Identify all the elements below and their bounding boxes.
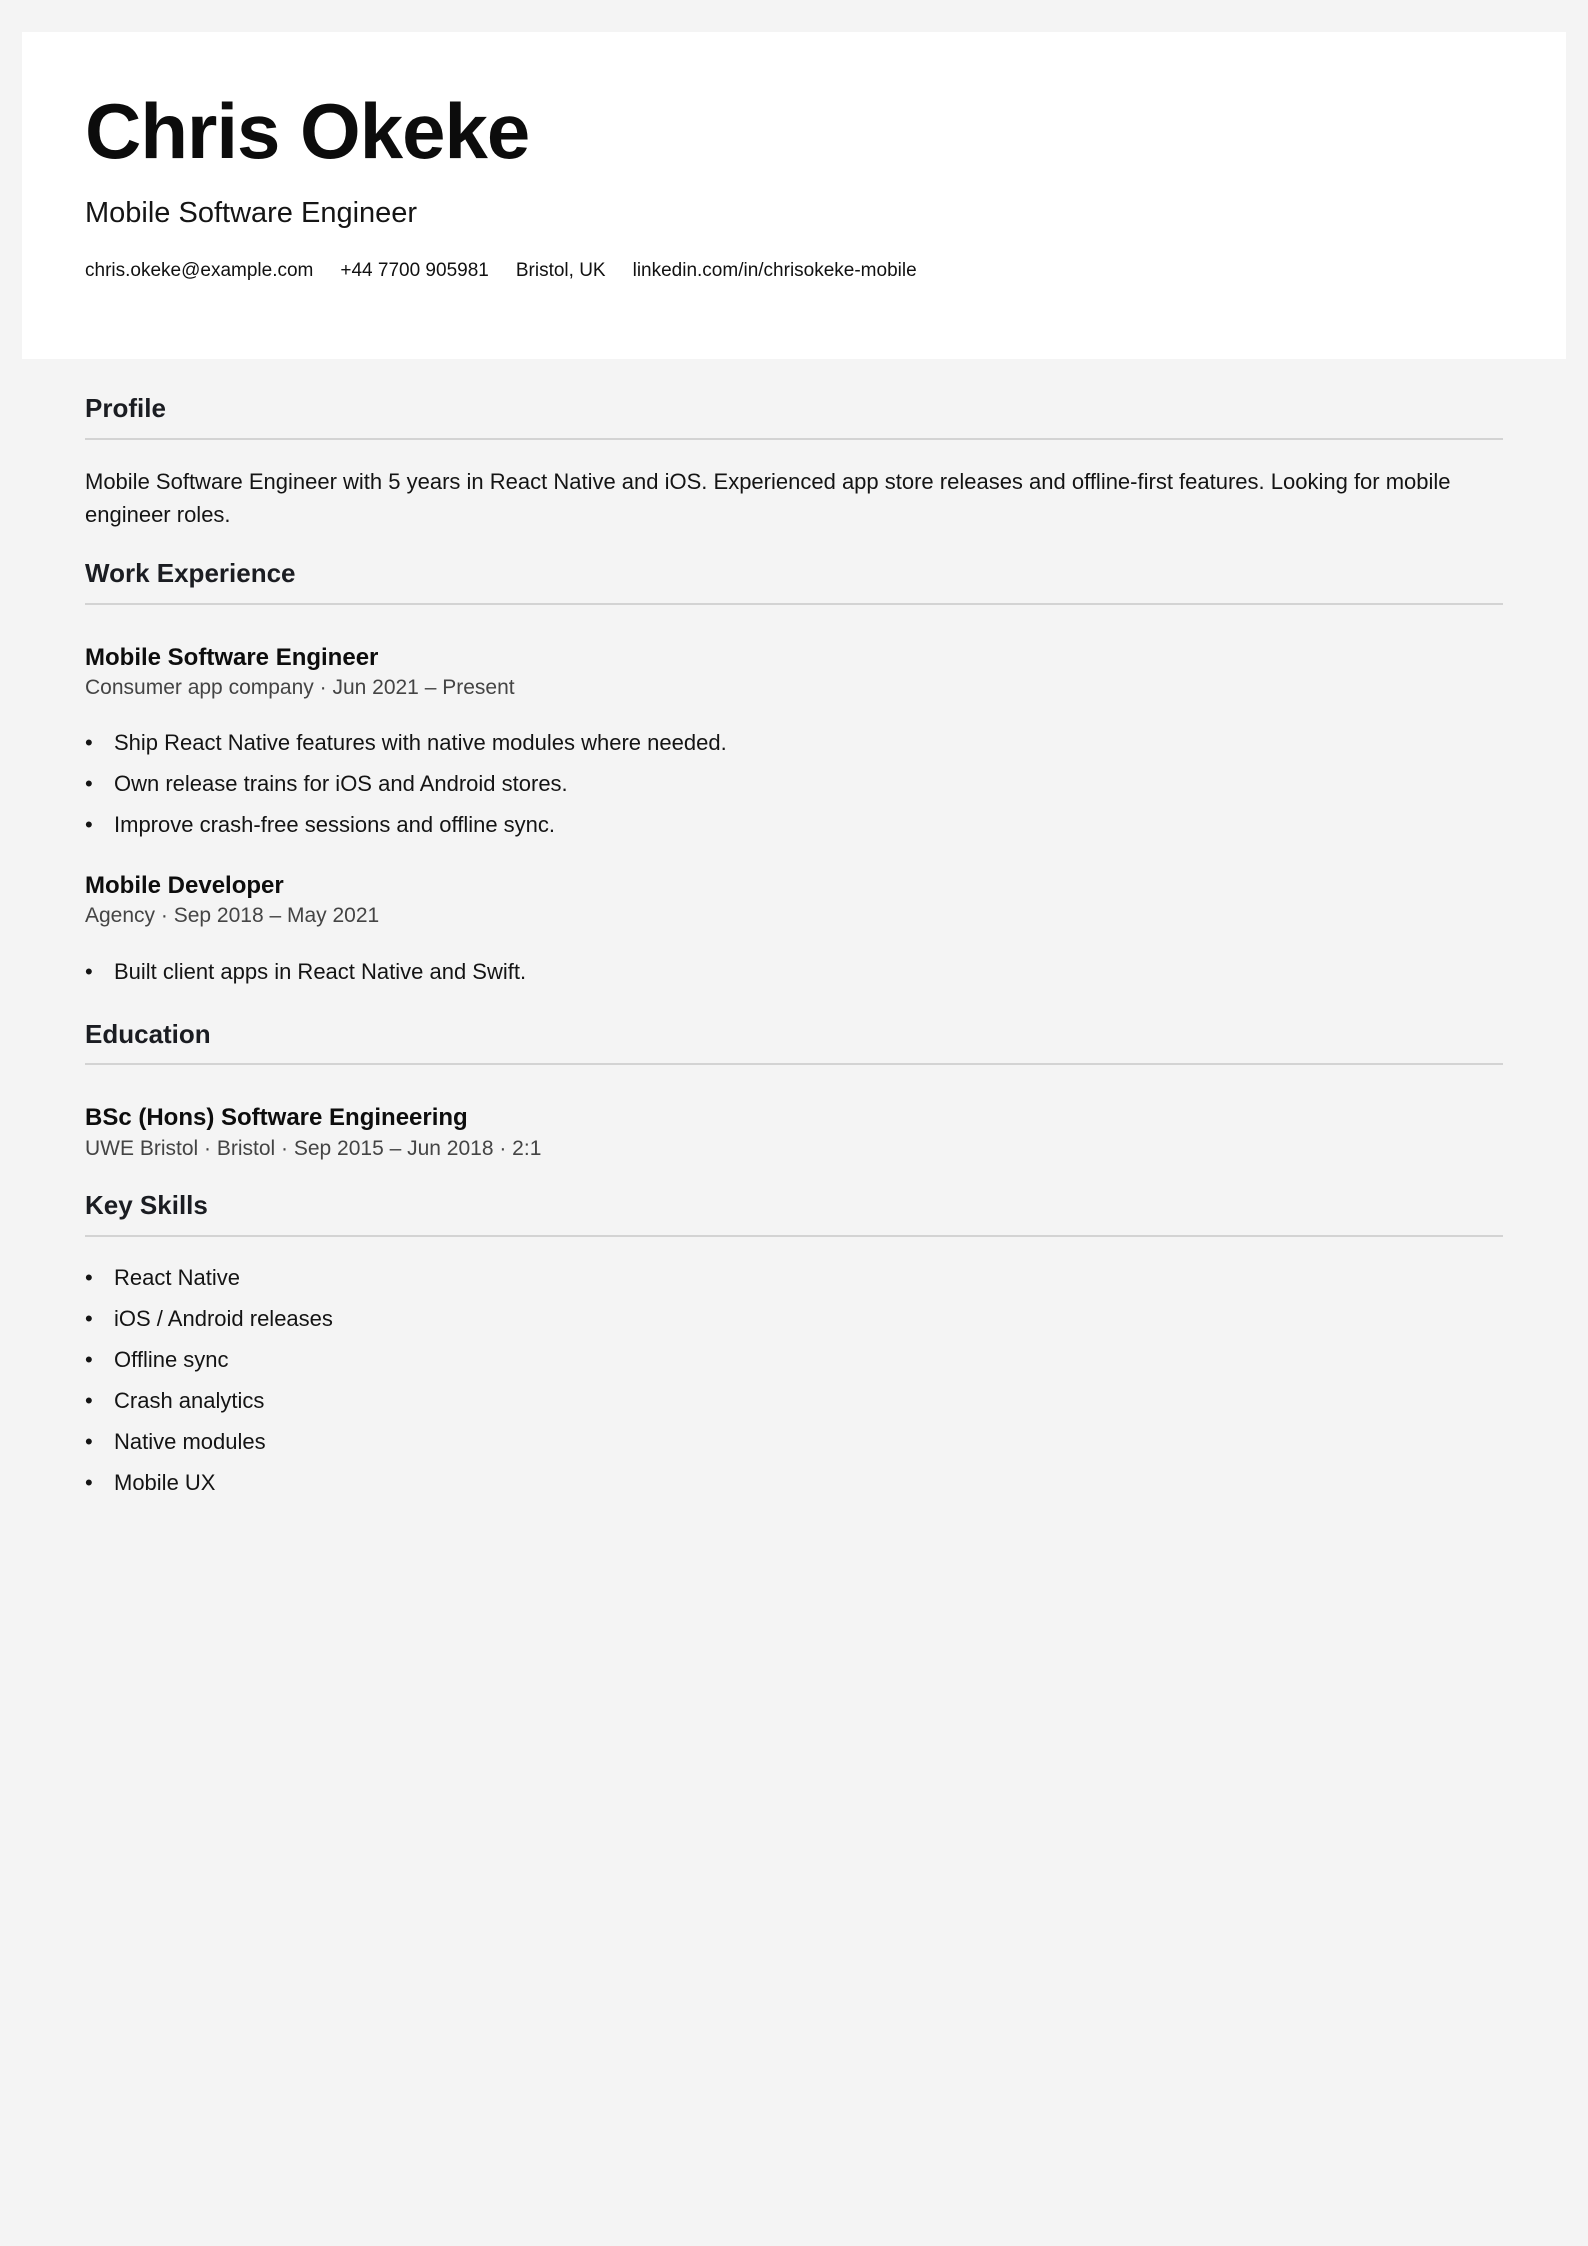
job-meta: Agency · Sep 2018 – May 2021 (85, 904, 380, 928)
bullet-icon: • (85, 1387, 93, 1413)
job-entry (85, 870, 1503, 992)
contact-linkedin[interactable]: linkedin.com/in/chrisokeke-mobile (632, 260, 917, 281)
skill-item (85, 1257, 1503, 1298)
skill-text: Mobile UX (114, 1469, 216, 1495)
job-bullet-text: Own release trains for iOS and Android stores. (114, 771, 568, 797)
education-entry (85, 1102, 1503, 1163)
job-bullet (85, 722, 1503, 763)
resume-header (22, 32, 1566, 359)
section-divider (85, 1235, 1503, 1237)
bullet-icon: • (85, 1428, 93, 1454)
skills-list (85, 1257, 1503, 1503)
bullet-icon: • (85, 1264, 93, 1290)
skill-text: Native modules (114, 1428, 266, 1454)
section-divider (85, 603, 1503, 605)
job-bullet (85, 951, 1503, 992)
section-divider (85, 438, 1503, 440)
experience-section-title: Work Experience (85, 557, 296, 588)
contact-row (85, 260, 917, 283)
education-degree: BSc (Hons) Software Engineering (85, 1104, 468, 1132)
skill-item (85, 1380, 1503, 1421)
candidate-name: Chris Okeke (85, 87, 530, 175)
bullet-icon: • (85, 730, 93, 756)
job-role: Mobile Developer (85, 872, 284, 900)
job-bullet (85, 804, 1503, 845)
bullet-icon: • (85, 958, 93, 984)
skill-text: Offline sync (114, 1346, 229, 1372)
section-divider (85, 1063, 1503, 1065)
job-bullet-text: Improve crash-free sessions and offline sync. (114, 812, 556, 838)
skill-text: iOS / Android releases (114, 1305, 333, 1331)
job-bullet (85, 763, 1503, 804)
contact-location: Bristol, UK (515, 260, 606, 281)
skill-item (85, 1339, 1503, 1380)
resume-body (85, 392, 1503, 1503)
skill-item (85, 1298, 1503, 1339)
job-meta: Consumer app company · Jun 2021 – Present (85, 675, 515, 699)
profile-section (85, 392, 1503, 531)
bullet-icon: • (85, 771, 93, 797)
job-bullets (85, 951, 1503, 992)
candidate-headline: Mobile Software Engineer (85, 197, 418, 229)
contact-email[interactable]: chris.okeke@example.com (85, 260, 314, 281)
skills-section (85, 1189, 1503, 1503)
bullet-icon: • (85, 1346, 93, 1372)
education-section-title: Education (85, 1018, 211, 1049)
skill-item (85, 1462, 1503, 1503)
education-meta: UWE Bristol · Bristol · Sep 2015 – Jun 2018 · 2:1 (85, 1136, 542, 1160)
skill-text: React Native (114, 1264, 240, 1290)
job-role: Mobile Software Engineer (85, 643, 379, 671)
job-entry (85, 642, 1503, 846)
bullet-icon: • (85, 1305, 93, 1331)
experience-section (85, 557, 1503, 992)
skills-section-title: Key Skills (85, 1189, 208, 1220)
skill-item (85, 1421, 1503, 1462)
contact-phone[interactable]: +44 7700 905981 (340, 260, 489, 281)
job-bullet-text: Built client apps in React Native and Swift. (114, 958, 527, 984)
job-bullet-text: Ship React Native features with native modules where needed. (114, 730, 727, 756)
bullet-icon: • (85, 1469, 93, 1495)
profile-summary: Mobile Software Engineer with 5 years in React Native and iOS. Experienced app store releases and offline-first features. Looking for mobile engineer roles. (85, 468, 1451, 527)
education-section (85, 1018, 1503, 1163)
skill-text: Crash analytics (114, 1387, 265, 1413)
job-bullets (85, 722, 1503, 845)
bullet-icon: • (85, 812, 93, 838)
profile-section-title: Profile (85, 393, 166, 423)
